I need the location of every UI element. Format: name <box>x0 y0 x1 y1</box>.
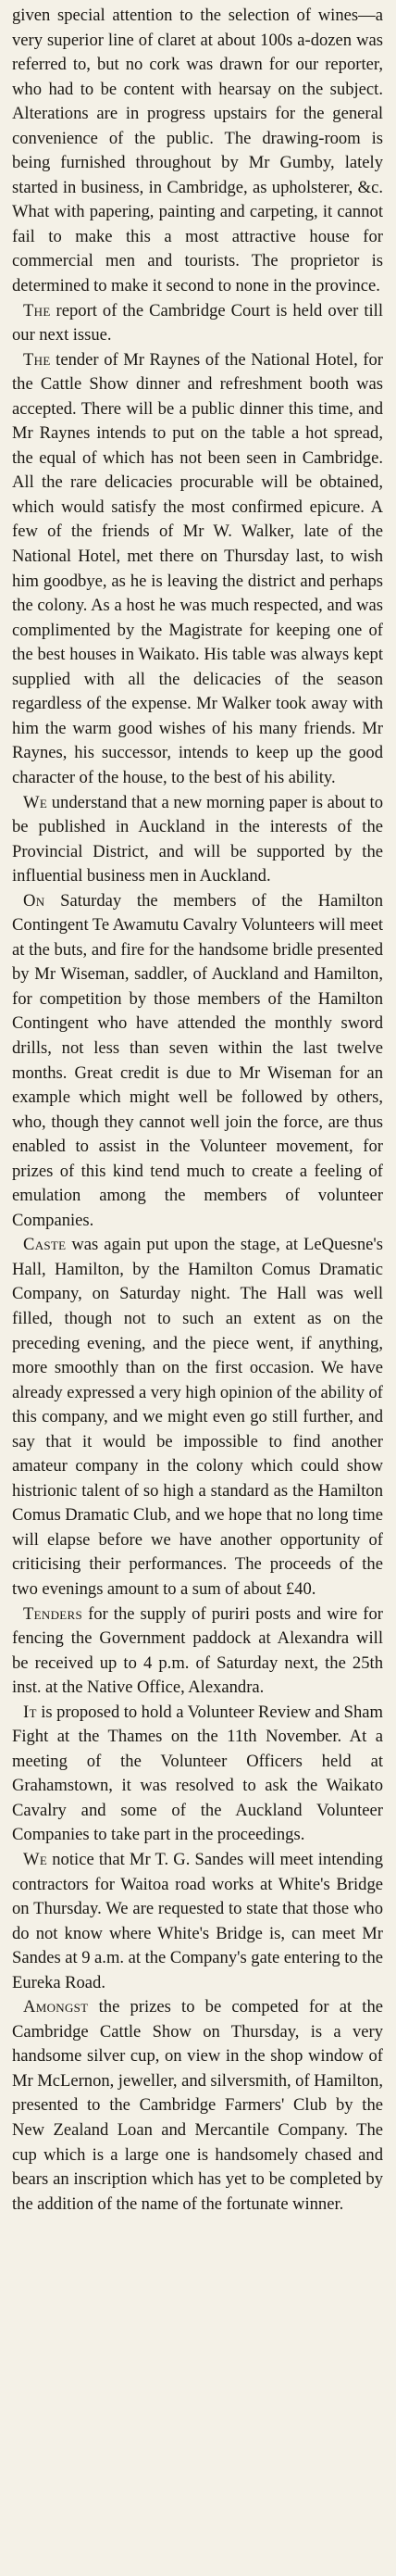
paragraph-volunteer-review <box>12 1701 383 1848</box>
paragraph-cattle-show-cup <box>12 1995 383 2217</box>
paragraph-text: the prizes to be competed for at the Cambridge Cattle Show on Thursday, is a very handsome silver cup, on view in the shop window of Mr McLernon, jeweller, and silversmith, of Hamilton, presented to the Cambridge Farmers' Club by the New Zealand Loan and Mercantile Company. The cup which is a large one is handsomely chased and bears an inscription which has yet to be completed by the addition of the name of the fortunate winner. <box>12 1997 383 2214</box>
paragraph-lead: Caste <box>23 1235 67 1255</box>
paragraph-tenders-alexandra <box>12 1602 383 1701</box>
paragraph-lead: The <box>23 349 51 370</box>
paragraph-lead: Amongst <box>23 1997 89 2017</box>
paragraph-cavalry-volunteers <box>12 889 383 1234</box>
paragraph-lead: We <box>23 792 48 812</box>
paragraph-morning-paper <box>12 791 383 889</box>
paragraph-lead: It <box>23 1702 37 1722</box>
paragraph-lead: On <box>23 890 45 911</box>
paragraph-text: Saturday the members of the Hamilton Contingent Te Awamutu Cavalry Volunteers will meet at the buts, and fire for the handsome bridle presented by Mr Wiseman, saddler, of Auckland and Hamilton, for competition by those members of the Hamilton Contingent who have attended the monthly sword drills, not less than seven within the last twelve months. Great credit is due to Mr Wiseman for an example which might well be followed by others, who, though they cannot well join the force, are thus enabled to assist in the Volunteer movement, for prizes of this kind tend much to create a feeling of emulation among the members of volunteer Companies. <box>12 890 383 1230</box>
paragraph-cambridge-court <box>12 299 383 348</box>
paragraph-national-hotel-tender <box>12 348 383 791</box>
paragraph-caste-performance <box>12 1233 383 1602</box>
paragraph-lead: The <box>23 300 51 320</box>
paragraph-text: given special attention to the selection of wines—a very superior line of claret at about 100s a-dozen was referred to, but no cork was drawn for our reporter, who had to be content with hearsay on the subject. Alterations are in progress upstairs for the general convenience of the public. The drawing-room is being furnished throughout by Mr Gumby, lately started in business, in Cambridge, as upholsterer, &c. What with papering, painting and carpeting, it cannot fail to make this a most attractive house for commercial men and tourists. The proprietor is determined to make it second to none in the province. <box>12 6 383 296</box>
paragraph-lead: We <box>23 1850 48 1870</box>
paragraph-hotel-wines <box>12 4 383 299</box>
paragraph-text: understand that a new morning paper is about to be published in Auckland in the interests of the Provincial District, and will be supported by the influential business men in Auckland. <box>12 792 383 886</box>
paragraph-text: report of the Cambridge Court is held over till our next issue. <box>12 300 383 346</box>
paragraph-text: is proposed to hold a Volunteer Review and Sham Fight at the Thames on the 11th November. At a meeting of the Volunteer Officers held at Grahamstown, it was resolved to ask the Waikato Cavalry and some of the Auckland Volunteer Companies to take part in the proceedings. <box>12 1702 383 1845</box>
paragraph-waitoa-road-works <box>12 1848 383 1995</box>
paragraph-lead: Tenders <box>23 1603 83 1624</box>
paragraph-text: was again put upon the stage, at LeQuesne's Hall, Hamilton, by the Hamilton Comus Dramatic Company, on Saturday night. The Hall was well filled, though not to such an extent as on the preceding evening, and the piece went, if anything, more smoothly than on the first occasion. We have already expressed a very high opinion of the ability of this company, and we might even go still further, and say that it would be impossible to find another amateur company in the colony which could show histrionic talent of so high a standard as the Hamilton Comus Dramatic Club, and we hope that no long time will elapse before we have another opportunity of criticising their performances. The proceeds of the two evenings amount to a sum of about £40. <box>12 1235 383 1599</box>
paragraph-text: notice that Mr T. G. Sandes will meet intending contractors for Waitoa road works at White's Bridge on Thursday. We are requested to state that those who do not know where White's Bridge is, can meet Mr Sandes at 9 a.m. at the Company's gate entering to the Eureka Road. <box>12 1850 383 1992</box>
paragraph-text: tender of Mr Raynes of the National Hotel, for the Cattle Show dinner and refreshment booth was accepted. There will be a public dinner this time, and Mr Raynes intends to put on the table a hot spread, the equal of which has not been seen in Cambridge. All the rare delicacies procurable will be obtained, which would satisfy the most confirmed epicure. A few of the friends of Mr W. Walker, late of the National Hotel, met there on Thursday last, to wish him goodbye, as he is leaving the district and perhaps the colony. As a host he was much respected, and was complimented by the Magistrate for keeping one of the best houses in Waikato. His table was always kept supplied with all the delicacies of the season regardless of the expense. Mr Walker took away with him the warm good wishes of his many friends. Mr Raynes, his successor, intends to keep up the good character of the house, to the best of his ability. <box>12 349 383 787</box>
paragraph-text: for the supply of puriri posts and wire for fencing the Government paddock at Alexandra will be received up to 4 p.m. of Saturday next, the 25th inst. at the Native Office, Alexandra. <box>12 1603 383 1698</box>
